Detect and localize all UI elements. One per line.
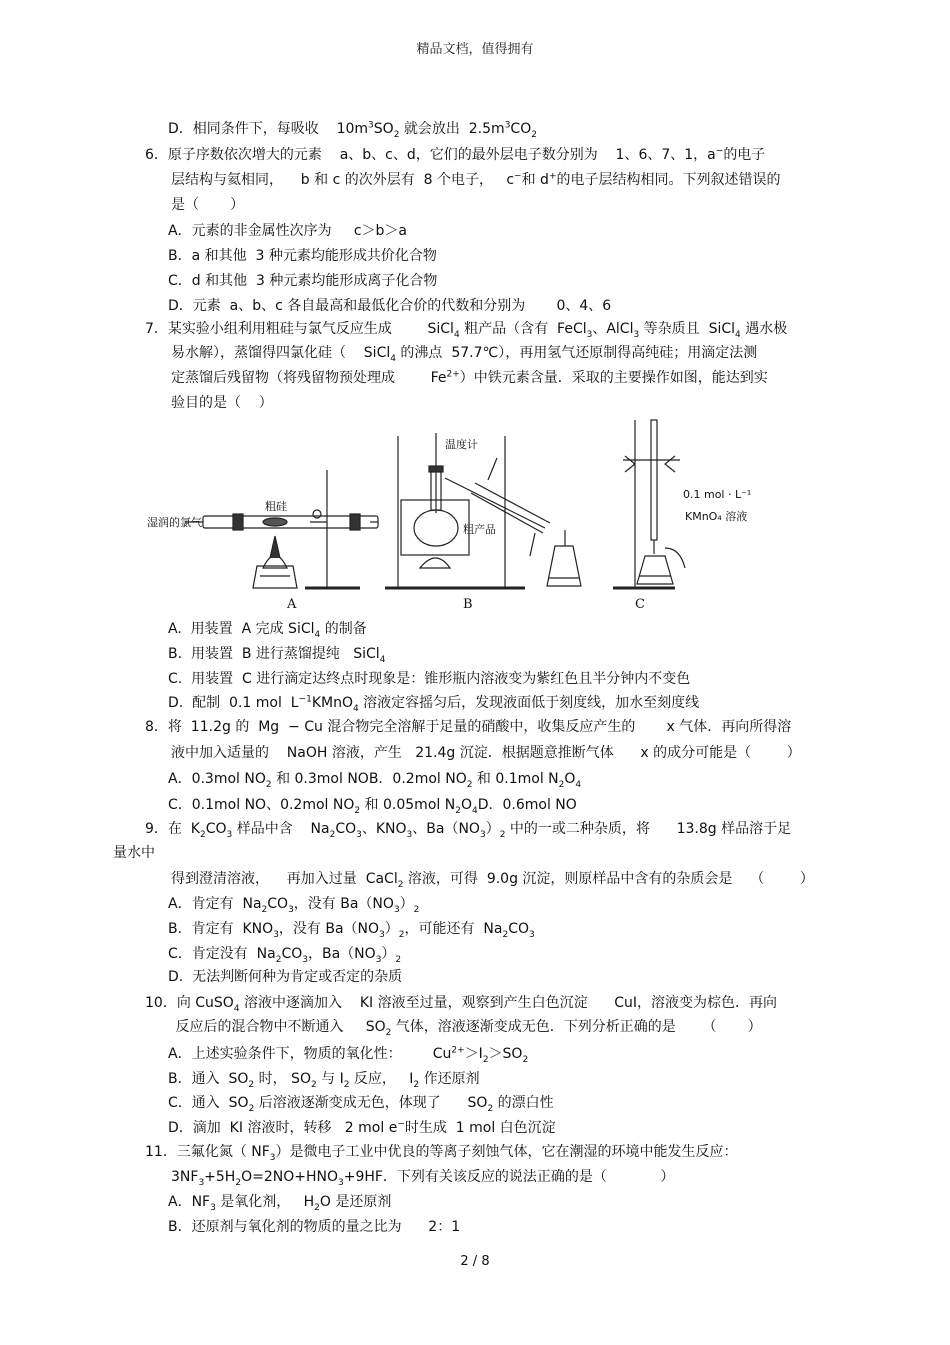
apparatus-figure bbox=[145, 418, 752, 618]
text-line: C．通入 $SO_2$ 后溶液逐渐变成无色，体现了 $SO_2$ 的漂白性 bbox=[168, 1095, 554, 1114]
text-line: B. 用装置 B 进行蒸馏提纯 SiCl$_4$ bbox=[168, 646, 386, 665]
text-line: A．上述实验条件下，物质的氧化性： $Cu^{2+}>I_2>SO_2$ bbox=[168, 1045, 529, 1065]
apparatus-b bbox=[385, 433, 581, 588]
text-line: 11．三氟化氮（ $NF_3$）是微电子工业中优良的等离子刻蚀气体，它在潮湿的环境中能发生反应： bbox=[145, 1144, 738, 1163]
text-line: 6．原子序数依次增大的元素 a、b、c、d，它们的最外层电子数分别为 1、6、7、1，a−的电子 bbox=[145, 146, 766, 163]
label-kmno4: KMnO₄ 溶液 bbox=[685, 510, 748, 523]
apparatus-c bbox=[613, 420, 685, 588]
text-line: 7．某实验小组利用粗硅与氯气反应生成 SiCl$_4$ 粗产品（含有 FeCl$_3$、AlCl$_3$ 等杂质且 SiCl$_4$ 遇水极 bbox=[145, 321, 788, 340]
text-line: B．还原剂与氧化剂的物质的量之比为 2：1 bbox=[168, 1219, 461, 1235]
text-line: D．相同条件下，每吸收 $10m^3SO_2$ 就会放出 $2.5m^3CO_2$ bbox=[168, 120, 537, 140]
text-line: 反应后的混合物中不断通入 $SO_2$ 气体，溶液逐渐变成无色．下列分析正确的是 （ ） bbox=[171, 1019, 762, 1038]
text-line: C. 用装置 C 进行滴定达终点时现象是：锥形瓶内溶液变为紫红色且半分钟内不变色 bbox=[168, 671, 691, 687]
label-crude-si: 粗硅 bbox=[265, 500, 287, 513]
text-line: A. 用装置 A 完成 SiCl$_4$ 的制备 bbox=[168, 621, 367, 640]
text-line: $3NF_3+5H_2O=2NO+HNO_3+9HF$．下列有关该反应的说法正确的是（ ） bbox=[171, 1169, 675, 1188]
text-line: A．0.3mol $NO_2$ 和 0.3mol NOB．0.2mol $NO_2$ 和 0.1mol $N_2O_4$ bbox=[168, 771, 582, 790]
text-line: 9．在 $K_2CO_3$ 样品中含 $Na_2CO_3$、$KNO_3$、$Ba(NO_3)_2$ 中的一或二种杂质，将 13.8g 样品溶于足 bbox=[145, 821, 792, 840]
text-line: A．肯定有 $Na_2CO_3$，没有 $Ba(NO_3)_2$ bbox=[168, 896, 420, 915]
text-line: 定蒸馏后残留物（将残留物预处理成 $Fe^{2+}$）中铁元素含量．采取的主要操作如图，能达到实 bbox=[171, 369, 768, 386]
label-thermometer: 温度计 bbox=[445, 438, 478, 451]
text-line: 易水解），蒸馏得四氯化硅（ SiCl$_4$ 的沸点 57.7℃），再用氢气还原制得高纯硅；用滴定法测 bbox=[171, 345, 758, 364]
text-line: D. 配制 0.1 mol $L^{-1}KMnO_4$ 溶液定容摇匀后，发现液面低于刻度线，加水至刻度线 bbox=[168, 694, 700, 714]
label-a: A bbox=[287, 597, 297, 612]
text-line: B．通入 $SO_2$ 时， $SO_2$ 与 $I_2$ 反应， $I_2$ 作还原剂 bbox=[168, 1071, 480, 1090]
text-line: C．d 和其他 3 种元素均能形成离子化合物 bbox=[168, 273, 438, 289]
text-line: 层结构与氦相同， b 和 c 的次外层有 8 个电子， c−和 d+的电子层结构相同。下列叙述错误的 bbox=[171, 171, 781, 188]
text-line: 验目的是（ ） bbox=[171, 395, 273, 411]
label-kmno4-conc: 0.1 mol · L⁻¹ bbox=[683, 488, 752, 501]
text-line: C．肯定没有 $Na_2CO_3$，$Ba(NO_3)_2$ bbox=[168, 946, 402, 965]
text-line: D．元素 a、b、c 各自最高和最低化合价的代数和分别为 0、4、6 bbox=[168, 298, 612, 314]
label-crude-product: 粗产品 bbox=[463, 523, 496, 536]
page-header: 精品文档，值得拥有 bbox=[416, 42, 534, 57]
text-line: 液中加入适量的 NaOH 溶液，产生 21.4g 沉淀．根据题意推断气体 x 的成分可能是（ ） bbox=[171, 745, 801, 761]
text-line: B．a 和其他 3 种元素均能形成共价化合物 bbox=[168, 248, 437, 264]
apparatus-a bbox=[185, 470, 378, 588]
page-number: 2 / 8 bbox=[460, 1254, 490, 1269]
text-line: D. 无法判断何种为肯定或否定的杂质 bbox=[168, 969, 403, 985]
text-line: 得到澄清溶液， 再加入过量 CaCl$_2$ 溶液，可得 9.0g 沉淀，则原样品中含有的杂质会是 （ ） bbox=[171, 871, 814, 890]
text-line: B．肯定有 $KNO_3$，没有 $Ba(NO_3)_2$，可能还有 $Na_2CO_3$ bbox=[168, 921, 535, 940]
text-line: D．滴加 KI 溶液时，转移 2 mol e−时生成 1 mol 白色沉淀 bbox=[168, 1119, 556, 1136]
text-line: 8．将 11.2g 的 Mg − Cu 混合物完全溶解于足量的硝酸中，收集反应产生的 x 气体．再向所得溶 bbox=[145, 719, 792, 735]
label-c: C bbox=[635, 597, 645, 612]
label-chlorine: 湿润的氯气 bbox=[147, 516, 202, 529]
text-line: 量水中 bbox=[113, 845, 155, 861]
text-line: 是（ ） bbox=[171, 197, 245, 213]
label-b: B bbox=[463, 597, 473, 612]
text-line: C．0.1mol NO、0.2mol $NO_2$ 和 0.05mol $N_2O_4D$．0.6mol NO bbox=[168, 797, 577, 816]
text-line: A．$NF_3$ 是氧化剂， $H_2O$ 是还原剂 bbox=[168, 1194, 392, 1213]
text-line: 10．向 CuSO$_4$ 溶液中逐滴加入 KI 溶液至过量，观察到产生白色沉淀 CuI，溶液变为棕色．再向 bbox=[145, 995, 778, 1014]
text-line: A．元素的非金属性次序为 c＞b＞a bbox=[168, 223, 407, 239]
